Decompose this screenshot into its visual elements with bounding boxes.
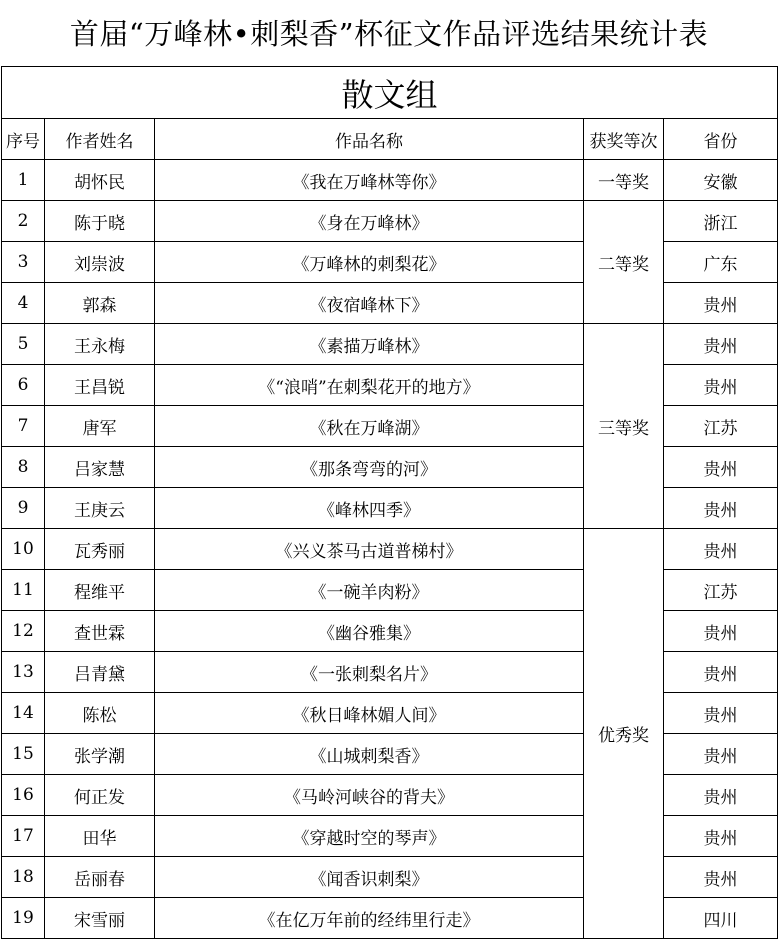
cell-province: 贵州 — [664, 283, 778, 324]
cell-award-third: 三等奖 — [584, 324, 664, 529]
cell-province: 贵州 — [664, 816, 778, 857]
header-index: 序号 — [2, 119, 45, 160]
cell-author: 陈松 — [45, 693, 155, 734]
header-row — [2, 119, 778, 160]
cell-work: 《那条弯弯的河》 — [155, 447, 584, 488]
cell-province: 贵州 — [664, 324, 778, 365]
header-author: 作者姓名 — [45, 119, 155, 160]
cell-index: 2 — [2, 201, 45, 242]
cell-province: 贵州 — [664, 734, 778, 775]
cell-index: 8 — [2, 447, 45, 488]
cell-work: 《一碗羊肉粉》 — [155, 570, 584, 611]
cell-province: 贵州 — [664, 652, 778, 693]
cell-author: 何正发 — [45, 775, 155, 816]
cell-province: 贵州 — [664, 365, 778, 406]
cell-author: 田华 — [45, 816, 155, 857]
cell-index: 19 — [2, 898, 45, 939]
cell-work: 《兴义茶马古道普梯村》 — [155, 529, 584, 570]
cell-work: 《秋在万峰湖》 — [155, 406, 584, 447]
cell-index: 6 — [2, 365, 45, 406]
table-row — [2, 160, 778, 201]
cell-award-first: 一等奖 — [584, 160, 664, 201]
cell-index: 15 — [2, 734, 45, 775]
cell-work: 《在亿万年前的经纬里行走》 — [155, 898, 584, 939]
cell-index: 17 — [2, 816, 45, 857]
cell-province: 贵州 — [664, 447, 778, 488]
cell-author: 程维平 — [45, 570, 155, 611]
cell-province: 江苏 — [664, 406, 778, 447]
header-province: 省份 — [664, 119, 778, 160]
cell-province: 安徽 — [664, 160, 778, 201]
group-title: 散文组 — [2, 67, 778, 119]
cell-author: 张学潮 — [45, 734, 155, 775]
cell-work: 《秋日峰林媚人间》 — [155, 693, 584, 734]
cell-province: 贵州 — [664, 693, 778, 734]
results-table — [1, 66, 778, 939]
cell-work: 《素描万峰林》 — [155, 324, 584, 365]
cell-index: 7 — [2, 406, 45, 447]
cell-author: 王庚云 — [45, 488, 155, 529]
cell-index: 4 — [2, 283, 45, 324]
cell-author: 宋雪丽 — [45, 898, 155, 939]
cell-province: 贵州 — [664, 611, 778, 652]
cell-index: 18 — [2, 857, 45, 898]
header-award: 获奖等次 — [584, 119, 664, 160]
cell-province: 四川 — [664, 898, 778, 939]
cell-index: 9 — [2, 488, 45, 529]
cell-index: 5 — [2, 324, 45, 365]
cell-author: 吕家慧 — [45, 447, 155, 488]
cell-index: 14 — [2, 693, 45, 734]
table-row — [2, 529, 778, 570]
cell-author: 吕青黛 — [45, 652, 155, 693]
cell-author: 胡怀民 — [45, 160, 155, 201]
cell-work: 《幽谷雅集》 — [155, 611, 584, 652]
cell-work: 《峰林四季》 — [155, 488, 584, 529]
cell-province: 贵州 — [664, 529, 778, 570]
cell-index: 3 — [2, 242, 45, 283]
cell-author: 刘崇波 — [45, 242, 155, 283]
table-row — [2, 324, 778, 365]
cell-work: 《穿越时空的琴声》 — [155, 816, 584, 857]
cell-province: 江苏 — [664, 570, 778, 611]
cell-province: 浙江 — [664, 201, 778, 242]
cell-index: 10 — [2, 529, 45, 570]
cell-province: 贵州 — [664, 857, 778, 898]
cell-author: 郭森 — [45, 283, 155, 324]
cell-index: 11 — [2, 570, 45, 611]
cell-author: 查世霖 — [45, 611, 155, 652]
cell-work: 《万峰林的刺梨花》 — [155, 242, 584, 283]
header-work: 作品名称 — [155, 119, 584, 160]
cell-work: 《闻香识刺梨》 — [155, 857, 584, 898]
cell-author: 岳丽春 — [45, 857, 155, 898]
cell-work: 《山城刺梨香》 — [155, 734, 584, 775]
cell-province: 贵州 — [664, 488, 778, 529]
cell-work: 《身在万峰林》 — [155, 201, 584, 242]
cell-author: 唐军 — [45, 406, 155, 447]
cell-author: 王永梅 — [45, 324, 155, 365]
cell-award-excellent: 优秀奖 — [584, 529, 664, 939]
cell-author: 王昌锐 — [45, 365, 155, 406]
cell-work: 《“浪哨”在刺梨花开的地方》 — [155, 365, 584, 406]
cell-award-second: 二等奖 — [584, 201, 664, 324]
cell-index: 13 — [2, 652, 45, 693]
cell-province: 贵州 — [664, 775, 778, 816]
cell-work: 《我在万峰林等你》 — [155, 160, 584, 201]
cell-province: 广东 — [664, 242, 778, 283]
group-row — [2, 67, 778, 119]
cell-index: 1 — [2, 160, 45, 201]
cell-index: 12 — [2, 611, 45, 652]
cell-index: 16 — [2, 775, 45, 816]
cell-work: 《马岭河峡谷的背夫》 — [155, 775, 584, 816]
page-title: 首届“万峰林•刺梨香”杯征文作品评选结果统计表 — [69, 17, 709, 51]
cell-work: 《一张刺梨名片》 — [155, 652, 584, 693]
cell-author: 瓦秀丽 — [45, 529, 155, 570]
cell-work: 《夜宿峰林下》 — [155, 283, 584, 324]
cell-author: 陈于晓 — [45, 201, 155, 242]
table-row — [2, 201, 778, 242]
